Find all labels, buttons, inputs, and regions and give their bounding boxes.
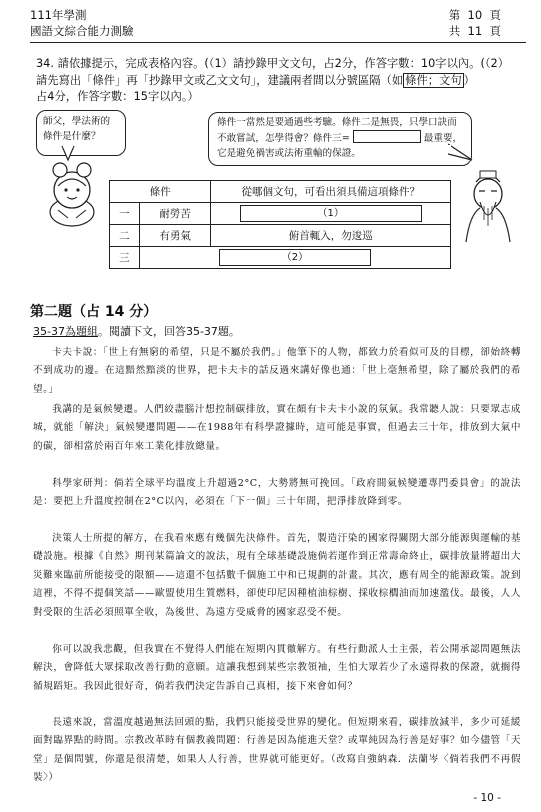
paragraph-6: 長遠來說，當溫度越過無法回頭的點，我們只能接受世界的變化。但短期來看，碳排放減半，多少可延緩面對臨界點的時間。宗教改革時有個教義問題：行善是因為能進天堂？或單純因為行善是好事？如今儘管「天堂」是個問號，你還是很清楚，如果人人行善，世界就可能更好。（改寫自強納森．法蘭岑〈倘若我們不再假裝〉） [33, 717, 521, 784]
row-number: 三 [110, 247, 140, 269]
question-line-2a: 請先寫出「條件」再「抄錄甲文或乙文文句」，建議兩者間以分號區隔（如 [36, 73, 404, 87]
conditions-table [109, 180, 451, 269]
answer-box-2[interactable]: （2） [219, 249, 371, 266]
header-condition: 條件 [110, 181, 211, 203]
row-condition: 有勇氣 [139, 225, 211, 247]
question-group-link: 35-37為題組 [33, 325, 98, 338]
header-rule [30, 42, 526, 43]
student-speech-bubble [36, 110, 126, 156]
paragraph-5: 你可以說我悲觀，但我實在不覺得人們能在短期內貫徹解方。有些行動派人士主張，若公開承認問題無法解決，會降低大眾採取改善行動的意願。這讓我想到某些宗教領袖，生怕大眾若少了永遠得救的保證，就搁得循規蹈矩。我因此很好奇，倘若我們決定告訴自己真相，接下來會如何？ [33, 644, 521, 692]
bubble-tail-right [448, 140, 476, 164]
question-line-2b: ） [463, 73, 475, 87]
paragraph-1: 卡夫卡說：「世上有無窮的希望，只是不屬於我們。」他筆下的人物，都致力於看似可及的目標，卻始終轉不到成功的邊。在這黯然黯淡的世界，把卡夫卡的話反過來講好像也通：「世上毫無希望，除了屬於我們的希望。」 [33, 347, 521, 395]
question-number: 34. [36, 57, 54, 70]
subject-title: 國語文綜合能力測驗 [30, 24, 134, 38]
row-number: 二 [110, 225, 140, 247]
blank-answer-box [353, 130, 421, 143]
question-34 [36, 56, 524, 106]
section-intro [33, 323, 240, 339]
table-row [110, 203, 451, 225]
exam-year: 111年學測 [30, 8, 87, 22]
paragraph-2: 我講的是氣候變遷。人們絞盡腦汁想控制碳排放，實在頗有卡夫卡小說的氛氣。我常聽人說：只要眾志成城，就能「解決」氣候變遷問題——在1988年有科學證據時，這可能是事實，但過去三十年，排放到大氣中的碳，卻相當於兩百年來工業化排放總量。 [33, 404, 521, 452]
table-row [110, 247, 451, 269]
student-illustration [38, 160, 106, 228]
table-header-row [110, 181, 451, 203]
paragraph-4: 決策人士所提的解方，在我看來應有幾個先決條件。首先，製造汙染的國家得關閉大部分能源與運輸的基礎設施。根據《自然》期刊某篇論文的說法，現有全球基礎設施倘若運作到正常壽命終止，碳排放量將超出大災難來臨前所能接受的限額——這還不包括數千個施工中和已規劃的計畫。其次，應有周全的能源政策。說到這裡，不得不提個笑話——歐盟使用生質燃料，卻使印尼因種植油棕樹、採收棕櫚油而加速濫伐。最後，人人對受限的生活必須照單全收，為後世、為遠方受威脅的國家忍受不便。 [33, 533, 521, 618]
master-illustration [458, 168, 518, 242]
question-line-3: 占4分，作答字數：15字以內。） [36, 90, 199, 103]
header-sentence: 從哪個文句，可看出須具備這項條件？ [211, 181, 451, 203]
row-answer: 俯首輒入，勿逡巡 [211, 225, 451, 247]
table-row [110, 225, 451, 247]
row-answer[interactable] [139, 247, 450, 269]
question-line-1: 請依據提示，完成表格內容。(（1）請抄錄甲文文句，占2分，作答字數：10字以內。(（2） [57, 57, 510, 70]
row-number: 一 [110, 203, 140, 225]
row-answer[interactable] [211, 203, 451, 225]
intro-text: 。閱讀下文，回答35-37題。 [97, 325, 240, 338]
section-title: 第二題（占 14 分） [30, 304, 158, 320]
row-condition: 耐勞苦 [139, 203, 211, 225]
master-speech-bubble [208, 112, 472, 166]
page-number: 第 10 頁 [448, 8, 501, 22]
total-pages: 共 11 頁 [448, 24, 501, 38]
answer-box-1[interactable]: （1） [240, 205, 422, 222]
example-format-box: 條件；文句 [405, 73, 462, 87]
page-footer: - 10 - [473, 792, 501, 804]
paragraph-3: 科學家研判：倘若全球平均溫度上升超過2°C，大勢將無可挽回。「政府間氣候變遷專門委員會」的說法是：要把上升溫度控制在2°C以內，必須在「下一個」三十年間，把淨排放降到零。 [33, 478, 521, 508]
master-answer-text-2: 最重要，它是避免禍害或法術重輸的保證。 [217, 133, 463, 159]
student-question-text: 師父，學法術的條件是什麼？ [43, 116, 111, 142]
master-answer-text-1: 條件一當然是要通過些考驗。條件二是無畏，只學口訣而不敢嘗試，怎學得會？條件三= [217, 117, 457, 144]
